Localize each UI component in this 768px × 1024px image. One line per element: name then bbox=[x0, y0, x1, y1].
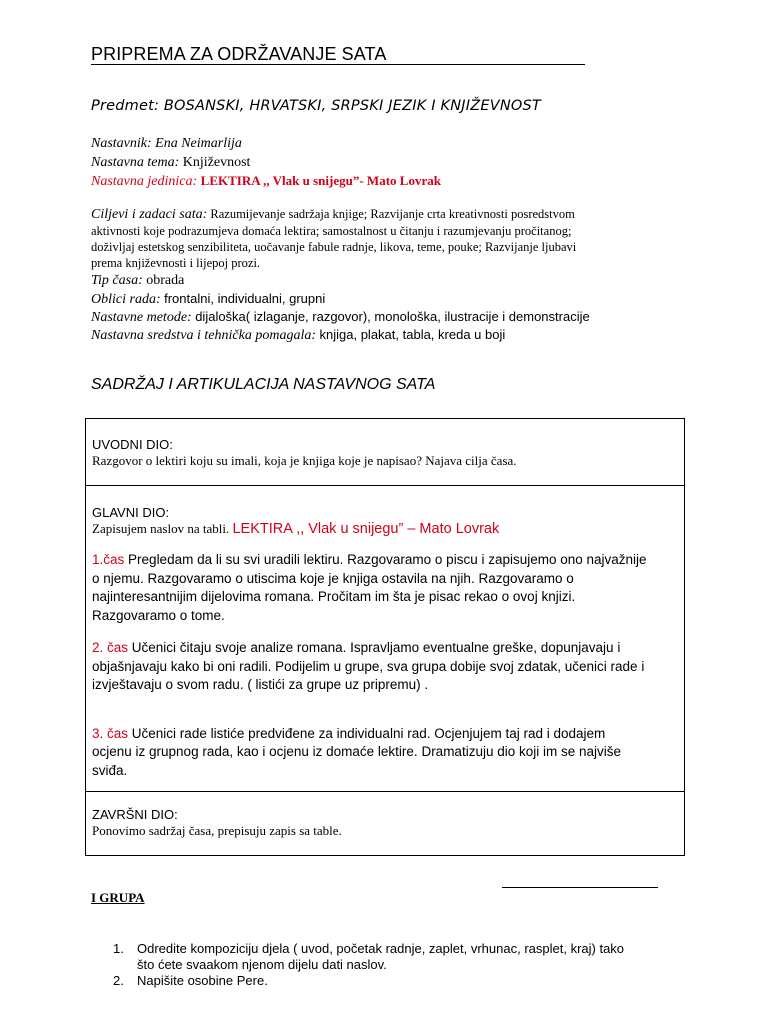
unit-line bbox=[91, 172, 441, 190]
goals-line: prema književnosti i lijepoj prozi. bbox=[91, 256, 261, 270]
title-underline bbox=[91, 64, 585, 65]
resources-line bbox=[91, 326, 505, 344]
resources-value: knjiga, plakat, tabla, kreda u boji bbox=[319, 327, 506, 342]
intro-heading: UVODNI DIO: bbox=[92, 437, 173, 452]
teacher-label: Nastavnik: bbox=[91, 136, 152, 151]
topic-label: Nastavna tema: bbox=[91, 155, 180, 170]
subject-line: Predmet: BOSANSKI, HRVATSKI, SRPSKI JEZIK I KNJIŽEVNOST bbox=[91, 98, 541, 114]
section-heading: SADRŽAJ I ARTIKULACIJA NASTAVNOG SATA bbox=[91, 376, 436, 393]
final-cell bbox=[92, 807, 342, 839]
table-divider bbox=[86, 791, 684, 792]
list-item bbox=[113, 973, 683, 989]
list-item-text bbox=[137, 941, 624, 973]
lesson-table bbox=[85, 418, 685, 856]
main-lead-title: LEKTIRA ,, Vlak u snijegu” – Mato Lovrak bbox=[232, 521, 500, 537]
main-lead: Zapisujem naslov na tabli. bbox=[92, 521, 230, 536]
task-list bbox=[113, 941, 683, 989]
signature-line bbox=[502, 887, 658, 888]
topic-line bbox=[91, 154, 250, 171]
lesson-1-line: najinteresantnijim dijelovima romana. Pročitam im šta je pisac rekao o ovoj knjizi. bbox=[92, 589, 576, 604]
page-title: PRIPREMA ZA ODRŽAVANJE SATA bbox=[91, 44, 387, 64]
list-item-line: Odredite kompoziciju djela ( uvod, početak radnje, zaplet, vrhunac, rasplet, kraj) tako bbox=[137, 941, 625, 956]
goals-block bbox=[91, 206, 661, 271]
goals-line: aktivnosti koje podrazumjeva domaća lektira; samostalnost u čitanju i razumjevanju pročitanog; bbox=[91, 224, 572, 238]
intro-cell bbox=[92, 437, 517, 469]
final-text: Ponovimo sadržaj časa, prepisuju zapis sa table. bbox=[92, 823, 342, 838]
teacher-line bbox=[91, 135, 242, 152]
class-type-value: obrada bbox=[146, 273, 185, 288]
list-item-line: Napišite osobine Pere. bbox=[137, 973, 268, 988]
topic-value: Književnost bbox=[182, 155, 251, 170]
lesson-2-line: Učenici čitaju svoje analize romana. Ispravljamo eventualne greške, dopunjavaju i bbox=[131, 640, 621, 655]
main-cell bbox=[92, 505, 680, 780]
goals-line: Razumijevanje sadržaja knjige; Razvijanje crta kreativnosti posredstvom bbox=[210, 207, 575, 221]
lesson-2-line: objašnjavaju kako bi oni radili. Podijelim u grupe, sva grupa dobije svoj zdatak, učenici rade i bbox=[92, 658, 645, 674]
class-type-label: Tip časa: bbox=[91, 273, 143, 288]
methods-value: dijaloška( izlaganje, razgovor), monološka, ilustracije i demonstracije bbox=[195, 309, 590, 324]
methods-line bbox=[91, 308, 590, 326]
lesson-1-line: o njemu. Razgovaramo o utiscima koje je knjiga ostavila na njih. Razgovaramo o bbox=[92, 570, 574, 586]
work-forms-label: Oblici rada: bbox=[91, 292, 161, 307]
group-heading: I GRUPA bbox=[91, 890, 145, 905]
main-lead-line bbox=[92, 521, 680, 537]
lesson-1 bbox=[92, 551, 680, 625]
goals-line: doživljaj estetskog senzibiliteta, uočavanje fabule radnje, likova, teme, pouke; Razvijanje ljubavi bbox=[91, 240, 577, 254]
intro-text: Razgovor o lektiri koju su imali, koja je knjiga koje je napisao? Najava cilja časa. bbox=[92, 453, 517, 468]
table-divider bbox=[86, 485, 684, 486]
list-item-line: što ćete svaakom njenom dijelu dati naslov. bbox=[137, 957, 387, 972]
lesson-3-line: sviđa. bbox=[92, 762, 128, 778]
work-forms-line bbox=[91, 290, 325, 308]
goals-label: Ciljevi i zadaci sata: bbox=[91, 207, 208, 222]
unit-value: LEKTIRA ,, Vlak u snijegu”- Mato Lovrak bbox=[200, 173, 441, 188]
class-type-line bbox=[91, 272, 184, 289]
lesson-3 bbox=[92, 725, 680, 781]
lesson-2-line: izvještavaju o svom radu. ( listići za grupe uz pripremu) . bbox=[92, 677, 429, 692]
work-forms-value: frontalni, individualni, grupni bbox=[164, 291, 326, 306]
lesson-3-line: ocjenu iz grupnog rada, kao i ocjenu iz domaće lektire. Dramatizuju dio koji im se najviše bbox=[92, 744, 622, 759]
resources-label: Nastavna sredstva i tehnička pomagala: bbox=[91, 328, 317, 343]
lesson-1-line: Razgovaramo o tome. bbox=[92, 607, 225, 623]
list-item-number: 1. bbox=[113, 941, 124, 956]
teacher-value: Ena Neimarlija bbox=[155, 136, 242, 151]
lesson-1-label: 1.čas bbox=[92, 552, 125, 567]
list-item bbox=[113, 941, 683, 973]
lesson-3-label: 3. čas bbox=[92, 725, 129, 741]
lesson-3-line: Učenici rade listiće predviđene za individualni rad. Ocjenjujem taj rad i dodajem bbox=[131, 725, 606, 741]
lesson-1-line: Pregledam da li su svi uradili lektiru. Razgovaramo o piscu i zapisujemo ono najvažnije bbox=[128, 552, 647, 567]
lesson-2-label: 2. čas bbox=[92, 640, 129, 655]
unit-label: Nastavna jedinica: bbox=[91, 174, 198, 189]
final-heading: ZAVRŠNI DIO: bbox=[92, 807, 178, 822]
list-item-number: 2. bbox=[113, 973, 124, 988]
methods-label: Nastavne metode: bbox=[91, 310, 192, 325]
lesson-2 bbox=[92, 639, 680, 695]
main-heading: GLAVNI DIO: bbox=[92, 505, 170, 520]
